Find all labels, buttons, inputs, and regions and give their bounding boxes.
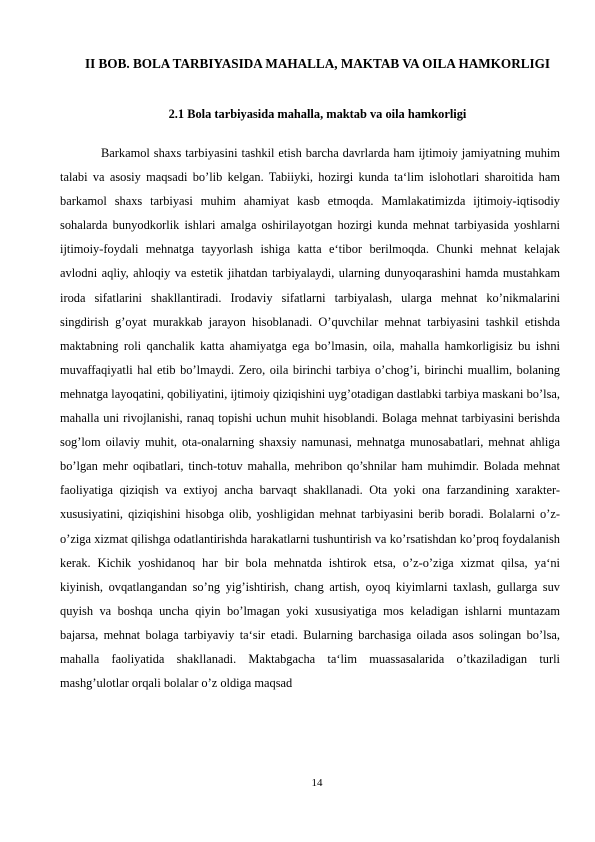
page-number: 14 bbox=[311, 777, 323, 789]
chapter-title: II BOB. BOLA TARBIYASIDA MAHALLA, MAKTAB VA OILA HAMKORLIGI bbox=[84, 56, 551, 71]
body-paragraph: Barkamol shaxs tarbiyasini tashkil etish barcha davrlarda ham ijtimoiy jamiyatning muhim talabi va asosiy maqsadi bo’lib kelgan. Tabiiyki, hozirgi kunda ta‘lim islohotlari sharoitida ham barkamol shaxs tarbiyasi muhim ahamiyat kasb etmoqda. Mamlakatimizda ijtimoiy-iqtisodiy sohalarda bunyodkorlik ishlari amalga oshirilayotgan hozirgi kunda mehnat tarbiyasida yoshlarni ijtimoiy-foydali mehnatga tayyorlash ishiga katta e‘tibor berilmoqda. Chunki mehnat kelajak avlodni aqliy, ahloqiy va estetik jihatdan tarbiyalaydi, ularning dunyoqarashini hamda mustahkam iroda sifatlarini shakllantiradi. Irodaviy sifatlarni tarbiyalash, ularga mehnat ko’nikmalarini singdirish g’oyat murakkab jarayon hisoblanadi. O’quvchilar mehnat tarbiyasini tashkil etishda maktabning roli qanchalik katta ahamiyatga ega bo’lmasin, oila, mahalla hamkorligisiz bu ishni muvaffaqiyatli hal etib bo’lmaydi. Zero, oila birinchi tarbiya o’chog’i, birinchi muallim, bolaning mehnatga layoqatini, qobiliyatini, ijtimoiy qiziqishini uyg’otadigan dastlabki tarbiya maskani bo’lsa, mahalla uni rivojlanishi, ranaq topishi uchun muhit hisoblandi. Bolaga mehnat tarbiyasini berishda sog’lom oilaviy muhit, ota-onalarning shaxsiy namunasi, mehnatga munosabatlari, mehnat ahliga bo’lgan mehr oqibatlari, tinch-totuv mahalla, mehribon qo’shnilar ham muhimdir. Bolada mehnat faoliyatiga qiziqish va extiyoj ancha barvaqt shakllanadi. Ota yoki ona farzandining xarakter-xususiyatini, qiziqishini hisobga olib, yoshligidan mehnat tarbiyasini berib boradi. Bolalarni o’z-o’ziga xizmat qilishga odatlantirishda harakatlarni tushuntirish va ko’rsatishdan ko’proq foydalanish kerak. Kichik yoshidanoq har bir bola mehnatda ishtirok etsa, o’z-o’ziga xizmat qilsa, ya‘ni kiyinish, ovqatlangandan so’ng yig’ishtirish, chang artish, oyoq kiyimlarni taxlash, gullarga suv quyish va boshqa uncha qiyin bo’lmagan yoki xususiyatiga mos keladigan ishlarni muntazam bajarsa, mehnat bolaga tarbiyaviy ta‘sir etadi. Bularning barchasiga oilada asos solingan bo’lsa, mahalla faoliyatida shakllanadi. Maktabgacha ta‘lim muassasalarida o’tkaziladigan turli mashg’ulotlar orqali bolalar o’z oldiga maqsad bbox=[60, 146, 560, 691]
section-title: 2.1 Bola tarbiyasida mahalla, maktab va oila hamkorligi bbox=[168, 107, 467, 121]
